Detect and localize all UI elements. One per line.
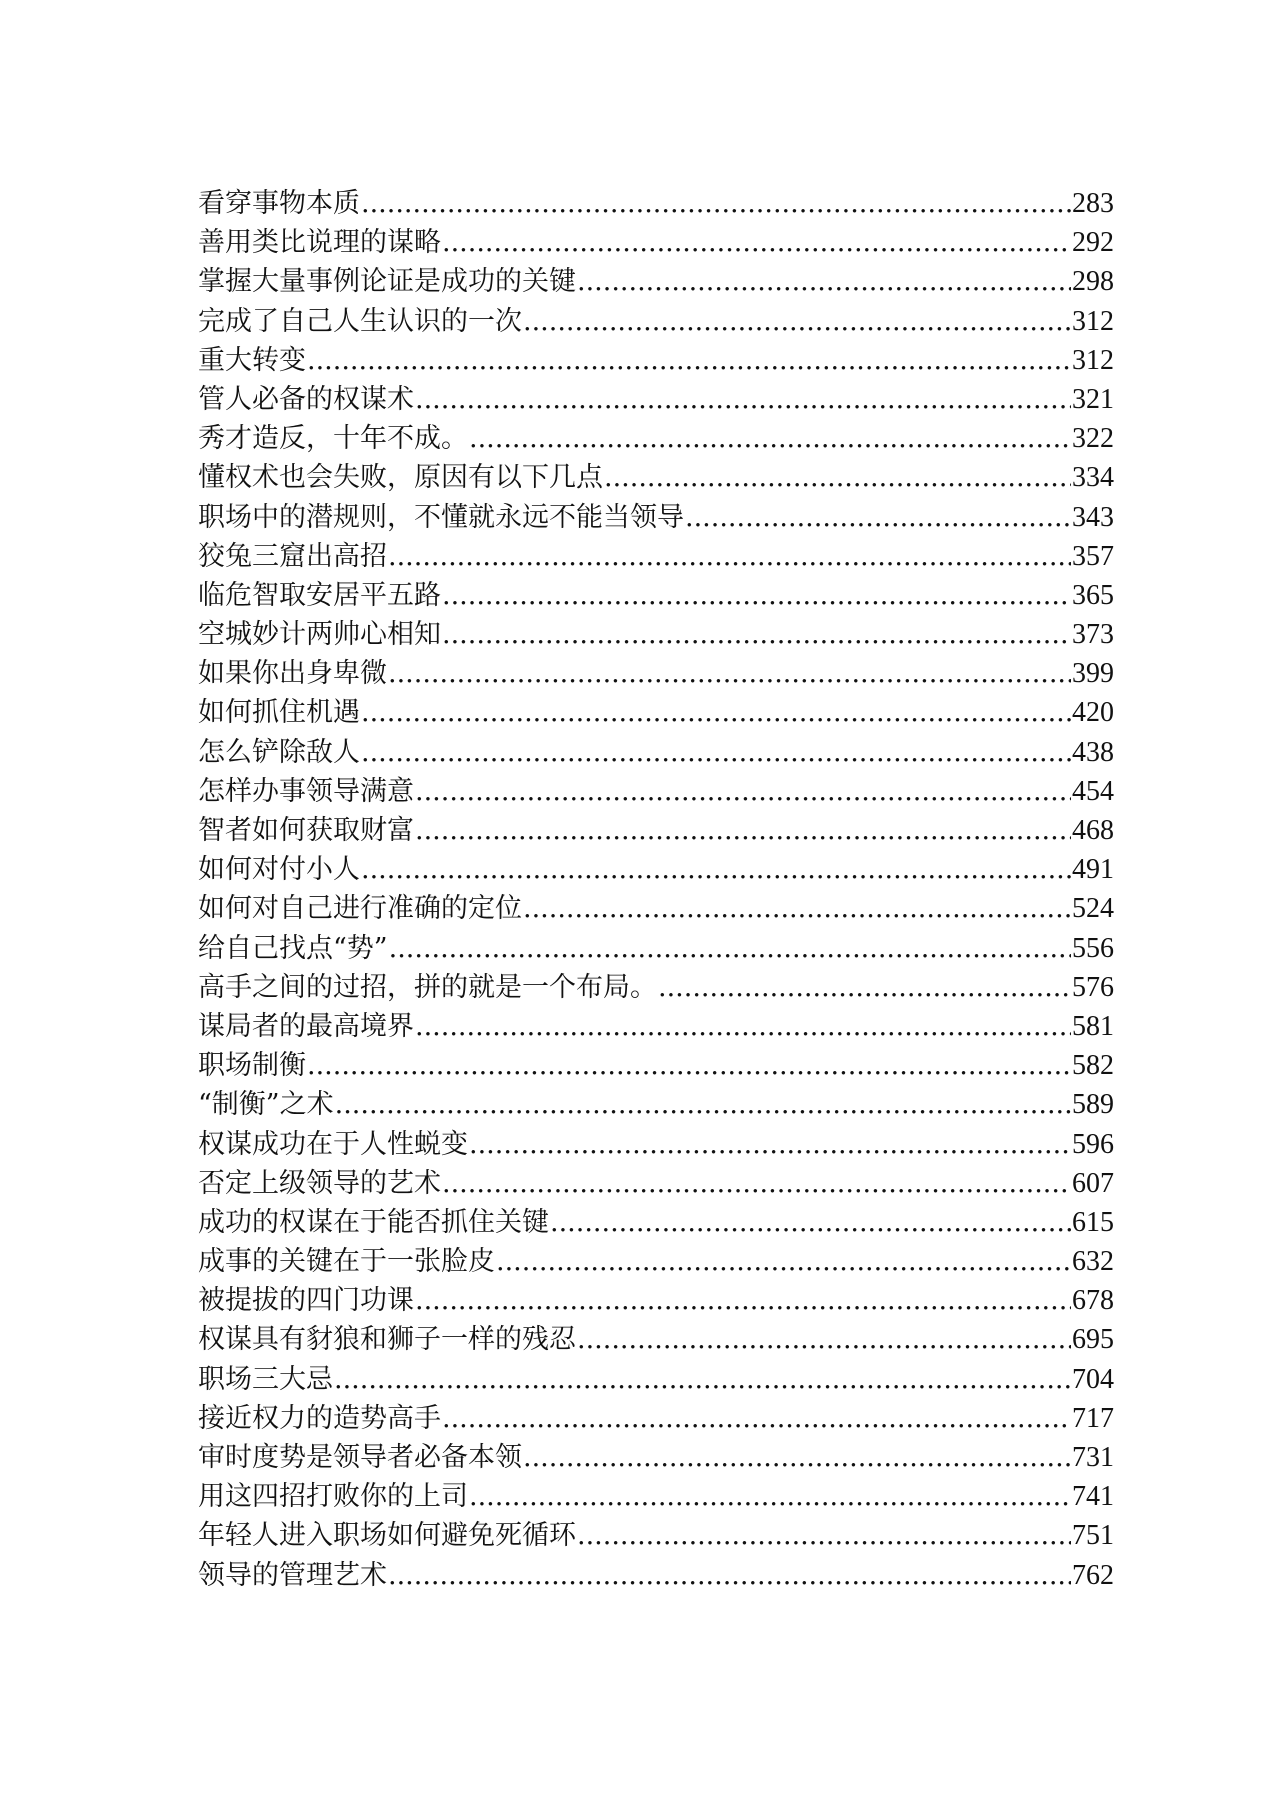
toc-dot-leader: [334, 1360, 1071, 1399]
toc-entry-page-number: 334: [1072, 462, 1114, 494]
toc-dot-leader: [442, 223, 1071, 262]
toc-entry-page-number: 491: [1072, 854, 1114, 886]
toc-entry-page-number: 343: [1072, 501, 1114, 533]
toc-dot-leader: [523, 302, 1071, 341]
toc-dot-leader: [469, 1125, 1071, 1164]
toc-entry-page-number: 373: [1072, 619, 1114, 651]
toc-entry[interactable]: [198, 1085, 1114, 1124]
toc-dot-leader: [361, 693, 1071, 732]
toc-entry[interactable]: [198, 850, 1114, 889]
toc-entry-page-number: 741: [1072, 1481, 1114, 1513]
toc-dot-leader: [577, 1516, 1071, 1555]
toc-entry-title: 智者如何获取财富: [198, 815, 414, 846]
toc-dot-leader: [415, 380, 1071, 419]
toc-dot-leader: [415, 811, 1071, 850]
toc-entry-page-number: 399: [1072, 658, 1114, 690]
toc-entry-page-number: 357: [1072, 540, 1114, 572]
toc-entry[interactable]: [198, 929, 1114, 968]
toc-entry-page-number: 365: [1072, 579, 1114, 611]
toc-entry[interactable]: [198, 223, 1114, 262]
toc-entry-title: 年轻人进入职场如何避免死循环: [198, 1520, 576, 1552]
toc-entry[interactable]: [198, 341, 1114, 380]
toc-entry-title: 高手之间的过招，拼的就是一个布局。: [198, 971, 657, 1003]
toc-entry[interactable]: [198, 889, 1114, 928]
toc-entry[interactable]: [198, 1203, 1114, 1242]
toc-dot-leader: [685, 498, 1071, 537]
toc-entry-page-number: 731: [1072, 1442, 1114, 1473]
toc-entry-title: 临危智取安居平五路: [198, 579, 441, 611]
table-of-contents: [198, 184, 1114, 1595]
toc-entry[interactable]: [198, 733, 1114, 772]
toc-entry-title: 完成了自己人生认识的一次: [198, 305, 522, 337]
toc-entry-page-number: 695: [1072, 1324, 1114, 1356]
toc-dot-leader: [415, 1007, 1071, 1046]
toc-dot-leader: [469, 1477, 1071, 1516]
toc-entry[interactable]: [198, 458, 1114, 497]
toc-entry-title: 被提拔的四门功课: [198, 1285, 414, 1317]
toc-entry-page-number: 556: [1072, 932, 1114, 964]
toc-entry[interactable]: [198, 772, 1114, 811]
toc-entry-title: 成事的关键在于一张脸皮: [198, 1246, 495, 1278]
toc-dot-leader: [523, 1438, 1071, 1477]
toc-entry[interactable]: [198, 693, 1114, 732]
toc-entry-page-number: 607: [1072, 1167, 1114, 1199]
toc-dot-leader: [361, 733, 1071, 772]
toc-entry-title: 职场中的潜规则，不懂就永远不能当领导: [198, 501, 684, 533]
toc-dot-leader: [496, 1242, 1071, 1281]
toc-entry[interactable]: [198, 576, 1114, 615]
toc-dot-leader: [577, 262, 1071, 301]
toc-entry-page-number: 454: [1072, 775, 1114, 807]
toc-dot-leader: [523, 889, 1071, 928]
toc-dot-leader: [604, 458, 1071, 497]
toc-entry-page-number: 576: [1072, 971, 1114, 1003]
toc-entry-page-number: 322: [1072, 423, 1114, 455]
toc-entry-title: 审时度势是领导者必备本领: [198, 1442, 522, 1473]
toc-entry-page-number: 438: [1072, 736, 1114, 768]
toc-dot-leader: [442, 1164, 1071, 1203]
toc-entry-title: 给自己找点“势”: [198, 932, 388, 964]
toc-dot-leader: [361, 850, 1071, 889]
toc-entry-page-number: 420: [1072, 697, 1114, 729]
toc-entry-page-number: 312: [1072, 305, 1114, 337]
toc-dot-leader: [442, 576, 1071, 615]
toc-entry[interactable]: [198, 1281, 1114, 1320]
toc-entry[interactable]: [198, 302, 1114, 341]
toc-entry-page-number: 298: [1072, 266, 1114, 298]
toc-dot-leader: [388, 654, 1071, 693]
toc-entry-page-number: 468: [1072, 815, 1114, 846]
toc-entry[interactable]: [198, 1320, 1114, 1359]
toc-dot-leader: [307, 341, 1071, 380]
toc-dot-leader: [335, 1085, 1071, 1124]
toc-entry-title: 职场制衡: [198, 1050, 306, 1082]
toc-entry-page-number: 292: [1072, 227, 1114, 259]
toc-entry[interactable]: [198, 1360, 1114, 1399]
toc-entry[interactable]: [198, 1046, 1114, 1085]
toc-entry-page-number: 312: [1072, 344, 1114, 376]
toc-entry[interactable]: [198, 615, 1114, 654]
toc-entry-page-number: 762: [1072, 1559, 1114, 1591]
toc-entry-title: 成功的权谋在于能否抓住关键: [198, 1206, 549, 1238]
toc-dot-leader: [658, 968, 1071, 1007]
toc-entry-title: 看穿事物本质: [198, 188, 360, 219]
toc-entry-title: “制衡”之术: [198, 1089, 334, 1121]
toc-entry-page-number: 581: [1072, 1010, 1114, 1042]
toc-entry-page-number: 321: [1072, 383, 1114, 415]
toc-entry[interactable]: [198, 1438, 1114, 1477]
toc-entry[interactable]: [198, 1164, 1114, 1203]
toc-entry-title: 用这四招打败你的上司: [198, 1481, 468, 1513]
toc-dot-leader: [415, 772, 1071, 811]
toc-entry[interactable]: [198, 1399, 1114, 1438]
toc-entry[interactable]: [198, 1556, 1114, 1595]
toc-entry[interactable]: [198, 811, 1114, 850]
toc-entry-page-number: 283: [1072, 188, 1114, 219]
toc-entry-title: 如果你出身卑微: [198, 658, 387, 690]
toc-entry-page-number: 678: [1072, 1285, 1114, 1317]
toc-dot-leader: [442, 615, 1071, 654]
toc-entry[interactable]: [198, 184, 1114, 223]
toc-entry-title: 管人必备的权谋术: [198, 383, 414, 415]
toc-dot-leader: [388, 537, 1071, 576]
toc-entry[interactable]: [198, 537, 1114, 576]
toc-entry-page-number: 704: [1072, 1363, 1114, 1395]
toc-entry-page-number: 582: [1072, 1050, 1114, 1082]
toc-entry-title: 如何抓住机遇: [198, 697, 360, 729]
toc-entry-page-number: 524: [1072, 893, 1114, 925]
toc-entry-page-number: 751: [1072, 1520, 1114, 1552]
toc-entry-title: 谋局者的最高境界: [198, 1010, 414, 1042]
toc-entry-title: 空城妙计两帅心相知: [198, 619, 441, 651]
toc-dot-leader: [388, 1556, 1071, 1595]
toc-entry-title: 职场三大忌: [198, 1363, 333, 1395]
toc-entry[interactable]: [198, 262, 1114, 301]
toc-entry-title: 秀才造反，十年不成。: [198, 423, 468, 455]
toc-entry-title: 掌握大量事例论证是成功的关键: [198, 266, 576, 298]
toc-entry-title: 如何对自己进行准确的定位: [198, 893, 522, 925]
toc-entry[interactable]: [198, 419, 1114, 458]
toc-entry[interactable]: [198, 498, 1114, 537]
toc-entry-title: 领导的管理艺术: [198, 1559, 387, 1591]
toc-entry-title: 狡兔三窟出高招: [198, 540, 387, 572]
toc-dot-leader: [361, 184, 1071, 223]
toc-entry-title: 权谋成功在于人性蜕变: [198, 1128, 468, 1160]
toc-entry-title: 接近权力的造势高手: [198, 1402, 441, 1434]
toc-entry[interactable]: [198, 1516, 1114, 1555]
toc-dot-leader: [442, 1399, 1071, 1438]
toc-dot-leader: [550, 1203, 1071, 1242]
toc-entry-title: 重大转变: [198, 344, 306, 376]
toc-entry-title: 如何对付小人: [198, 854, 360, 886]
toc-entry-page-number: 615: [1072, 1206, 1114, 1238]
toc-dot-leader: [415, 1281, 1071, 1320]
toc-entry-title: 否定上级领导的艺术: [198, 1167, 441, 1199]
toc-entry[interactable]: [198, 1477, 1114, 1516]
toc-entry-title: 懂权术也会失败，原因有以下几点: [198, 462, 603, 494]
toc-entry[interactable]: [198, 1125, 1114, 1164]
toc-entry-title: 怎么铲除敌人: [198, 736, 360, 768]
toc-dot-leader: [307, 1046, 1071, 1085]
toc-entry[interactable]: [198, 1242, 1114, 1281]
toc-entry[interactable]: [198, 1007, 1114, 1046]
toc-entry[interactable]: [198, 654, 1114, 693]
toc-entry-page-number: 632: [1072, 1246, 1114, 1278]
toc-entry-title: 权谋具有豺狼和狮子一样的残忍: [198, 1324, 576, 1356]
toc-entry-title: 怎样办事领导满意: [198, 775, 414, 807]
toc-dot-leader: [469, 419, 1071, 458]
toc-dot-leader: [389, 929, 1071, 968]
toc-dot-leader: [577, 1320, 1071, 1359]
toc-entry-page-number: 589: [1072, 1089, 1114, 1121]
toc-entry-page-number: 717: [1072, 1402, 1114, 1434]
toc-entry[interactable]: [198, 968, 1114, 1007]
toc-entry-page-number: 596: [1072, 1128, 1114, 1160]
toc-entry-title: 善用类比说理的谋略: [198, 227, 441, 259]
toc-entry[interactable]: [198, 380, 1114, 419]
